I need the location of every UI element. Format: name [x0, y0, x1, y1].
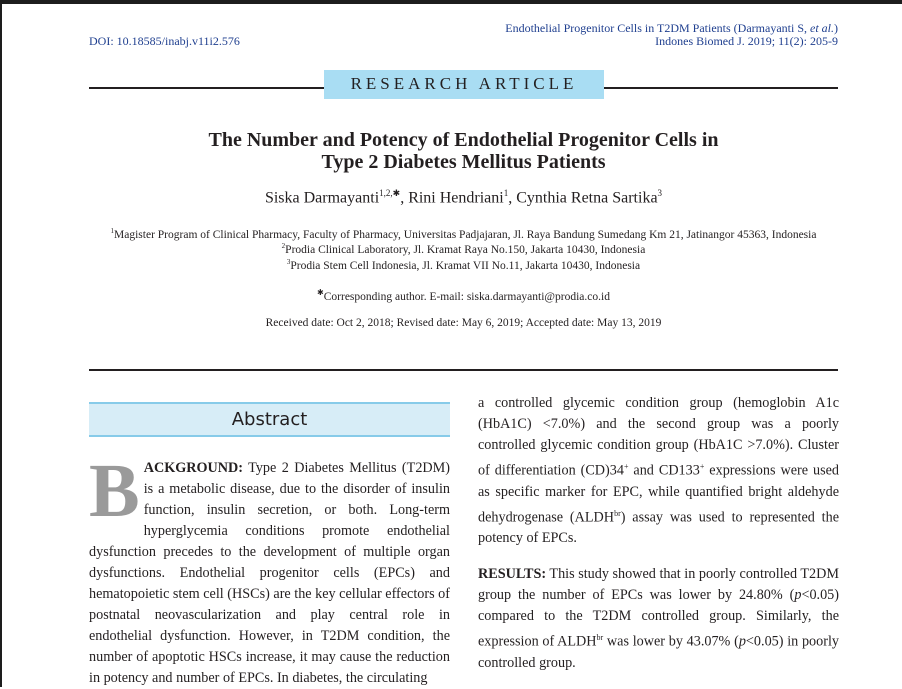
journal-reference: Indones Biomed J. 2019; 11(2): 205-9 — [655, 34, 838, 48]
affiliation-mark: 1 — [110, 227, 115, 235]
superscript: br — [596, 633, 604, 643]
author-affiliation-mark: 3 — [657, 188, 663, 198]
methods-text: and CD133 — [628, 462, 700, 479]
affiliation — [89, 227, 838, 241]
affiliation-text: Magister Program of Clinical Pharmacy, Faculty of Pharmacy, Universitas Padjajaran, Jl. Raya Bandung Sumedang Km 21, Jatinangor 45363, Indonesia — [114, 228, 817, 241]
affiliation-text: Prodia Clinical Laboratory, Jl. Kramat Raya No.150, Jakarta 10430, Indonesia — [285, 243, 646, 256]
superscript: + — [699, 462, 705, 471]
article-type-banner: RESEARCH ARTICLE — [324, 70, 604, 99]
p-value-symbol: p — [794, 587, 802, 604]
abstract-right-column — [478, 393, 839, 674]
drop-cap: B — [89, 449, 140, 533]
methods-text: a controlled glycemic condition group (hemoglobin A1c (HbA1C) <7.0%) and the second group was a poorly controlled glycemic condition group (HbA1C >7.0%). Cluster of differentiation (CD)34 — [478, 395, 839, 479]
results-text: was lower by 43.07% ( — [603, 634, 739, 651]
abstract-left-column — [89, 449, 450, 689]
running-title-suffix: ) — [834, 21, 838, 35]
affiliation-mark: 3 — [286, 258, 291, 266]
running-header — [505, 22, 838, 48]
results-label: RESULTS: — [478, 566, 547, 583]
results-text: This study showed that in poorly controlled T2DM group the number of EPCs was lower by 24.80% ( — [478, 566, 839, 604]
author-separator: , — [400, 189, 409, 207]
corresponding-mark: ✱ — [317, 288, 324, 297]
background-text: is a metabolic disease, due to the disorder of insulin — [143, 481, 450, 497]
background-text: hyperglycemia conditions promote endothelial dysfunction precedes to the development of multiple organ dysfunctions. Endothelial progenitor cells (EPCs) and hematopoietic stem cell (HSCs) are the key cellular effectors of postnatal neovascularization and play central role in endothelial dysfunction. However, in T2DM condition, the number of apoptotic HSCs increase, it may cause the reduction in potency and number of EPCs. In diabetes, the circulating — [89, 523, 450, 686]
p-value-symbol: p — [738, 634, 746, 651]
article-dates: Received date: Oct 2, 2018; Revised date: May 6, 2019; Accepted date: May 13, 2019 — [265, 317, 662, 329]
background-text: Type 2 Diabetes Mellitus (T2DM) — [243, 460, 450, 476]
abstract-heading: Abstract — [231, 409, 308, 430]
superscript: + — [623, 462, 629, 471]
header-rule-right — [603, 87, 838, 89]
author-name: Siska Darmayanti — [264, 189, 380, 207]
methods-text: expressions were used as specific marker for EPC, while quantified bright aldehyde dehydrogenase (ALDH — [478, 462, 839, 526]
background-paragraph — [89, 449, 450, 689]
methods-continued-paragraph — [478, 393, 839, 549]
page-left-border — [0, 0, 2, 687]
corresponding-text[interactable]: Corresponding author. E-mail: siska.darmayanti@prodia.co.id — [323, 290, 610, 303]
paragraph-gap — [478, 549, 839, 564]
background-text: function, insulin secretion, or both. Long-term — [143, 502, 450, 518]
abstract-heading-box — [89, 402, 450, 437]
article-title-line-1: The Number and Potency of Endothelial Progenitor Cells in — [208, 129, 719, 151]
doi-link[interactable]: DOI: 10.18585/inabj.v11i2.576 — [89, 34, 240, 48]
corresponding-author — [89, 288, 838, 303]
author-affiliation-mark: 1 — [503, 188, 509, 198]
author-list — [89, 188, 838, 207]
page-top-border — [0, 0, 902, 4]
section-divider — [89, 369, 838, 371]
header-rule-left — [89, 87, 325, 89]
methods-text: ) assay was used to represented the potency of EPCs. — [478, 509, 840, 547]
author-name: Rini Hendriani — [408, 189, 504, 207]
abstract-box-bottom-line — [89, 435, 450, 437]
background-label: ACKGROUND: — [143, 460, 244, 476]
affiliation — [89, 242, 838, 256]
affiliation-text: Prodia Stem Cell Indonesia, Jl. Kramat VII No.11, Jakarta 10430, Indonesia — [290, 259, 641, 272]
results-text: <0.05) compared to the T2DM controlled group. Similarly, the expression of ALDH — [478, 587, 839, 651]
results-paragraph — [478, 564, 839, 674]
author-affiliation-mark: 1,2,✱ — [379, 188, 401, 198]
running-title-etal: et al. — [810, 21, 834, 35]
article-title-line-2: Type 2 Diabetes Mellitus Patients — [321, 151, 606, 173]
running-title-text: Endothelial Progenitor Cells in T2DM Patients (Darmayanti S, — [505, 21, 810, 35]
results-text: <0.05) in poorly controlled group. — [478, 634, 839, 672]
author-separator: , — [508, 189, 517, 207]
author-name: Cynthia Retna Sartika — [516, 189, 658, 207]
affiliation-mark: 2 — [281, 242, 286, 250]
affiliation — [89, 258, 838, 272]
abstract-box-top-line — [89, 402, 450, 404]
superscript: br — [614, 508, 621, 518]
